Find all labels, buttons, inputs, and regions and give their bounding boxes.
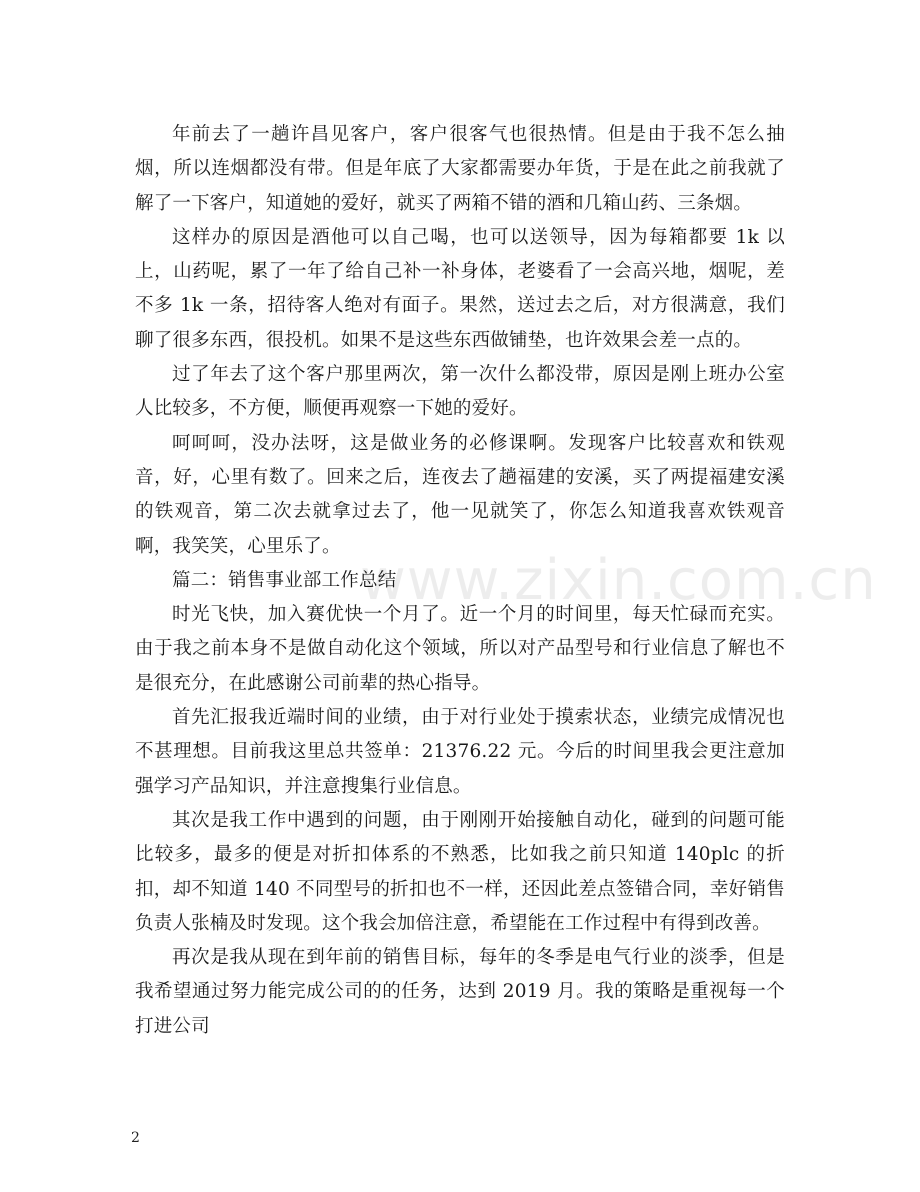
paragraph-6: 首先汇报我近端时间的业绩，由于对行业处于摸索状态，业绩完成情况也不甚理想。目前我这里总共签单：21376.22 元。今后的时间里我会更注意加强学习产品知识，并注意搜集行业信息。 [135, 707, 785, 797]
paragraph-1: 年前去了一趟许昌见客户，客户很客气也很热情。但是由于我不怎么抽烟，所以连烟都没有带。但是年底了大家都需要办年货，于是在此之前我就了解了一下客户，知道她的爱好，就买了两箱不错的酒和几箱山药、三条烟。 [135, 124, 785, 214]
paragraph-5: 时光飞快，加入赛优快一个月了。近一个月的时间里，每天忙碌而充实。由于我之前本身不是做自动化这个领域，所以对产品型号和行业信息了解也不是很充分，在此感谢公司前辈的热心指导。 [135, 604, 785, 694]
paragraph-8: 再次是我从现在到年前的销售目标，每年的冬季是电气行业的淡季，但是我希望通过努力能完成公司的的任务，达到 2019 月。我的策略是重视每一个打进公司 [135, 947, 785, 1037]
watermark: www.zixin.com.cn [360, 548, 877, 613]
page-number: 2 [131, 1130, 140, 1146]
paragraph-3: 过了年去了这个客户那里两次，第一次什么都没带，原因是刚上班办公室人比较多，不方便，顺便再观察一下她的爱好。 [135, 364, 785, 420]
paragraph-4: 呵呵呵，没办法呀，这是做业务的必修课啊。发现客户比较喜欢和铁观音，好，心里有数了。回来之后，连夜去了趟福建的安溪，买了两提福建安溪的铁观音，第二次去就拿过去了，他一见就笑了，你怎么知道我喜欢铁观音啊，我笑笑，心里乐了。 [135, 432, 785, 557]
paragraph-7: 其次是我工作中遇到的问题，由于刚刚开始接触自动化，碰到的问题可能比较多，最多的便是对折扣体系的不熟悉，比如我之前只知道 140plc 的折扣，却不知道 140 不同型号的折扣也不一样，还因此差点签错合同，幸好销售负责人张楠及时发现。这个我会加倍注意，希望能在工作过程中有得到改善。 [135, 809, 785, 934]
paragraph-2: 这样办的原因是酒他可以自己喝，也可以送领导，因为每箱都要 1k 以上，山药呢，累了一年了给自己补一补身体，老婆看了一会高兴地，烟呢，差不多 1k 一条，招待客人绝对有面子。果然，送过去之后，对方很满意，我们聊了很多东西，很投机。如果不是这些东西做铺垫，也许效果会差一点的。 [135, 226, 785, 351]
section-heading: 篇二：销售事业部工作总结 [172, 569, 397, 591]
